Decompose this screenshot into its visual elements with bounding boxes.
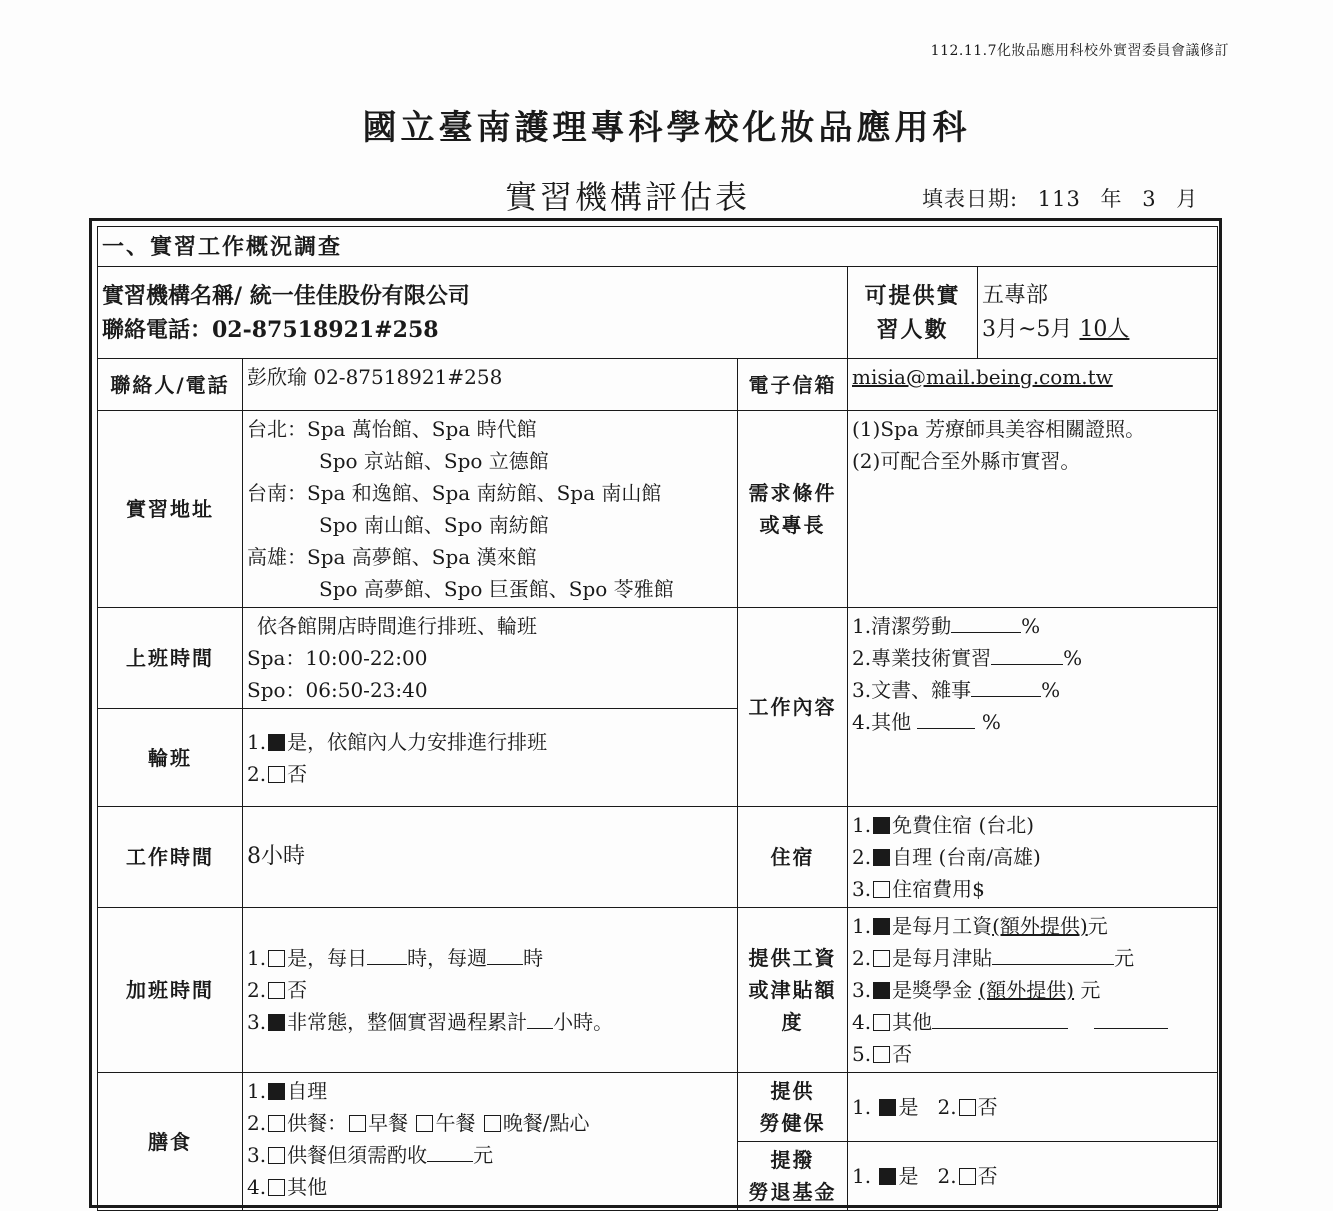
shift-label: 輪班: [98, 709, 243, 807]
option-text: 供餐但須需酌收: [287, 1143, 428, 1167]
blank-line: [427, 1141, 473, 1162]
option-number: 2.: [852, 946, 872, 970]
labor-insurance-cell: [848, 1073, 1218, 1142]
checkbox-checked[interactable]: [873, 849, 890, 866]
blank-line: [951, 612, 1021, 633]
work-content-text: 4.其他: [852, 710, 912, 734]
option-number: 3.: [852, 877, 872, 901]
blank-line: [917, 708, 975, 729]
option-text: 自理 (台南/高雄): [892, 845, 1041, 869]
page-title: 國立臺南護理專科學校化妝品應用科: [362, 108, 971, 148]
lodging-option: [852, 841, 1213, 873]
option-text: 是每月工資: [892, 914, 993, 938]
option-note: (額外提供): [992, 914, 1088, 938]
work-content-text: 3.文書、雜事: [852, 678, 972, 702]
option-number: 1.: [852, 914, 872, 938]
work-hours-line: 依各館開店時間進行排班、輪班: [257, 614, 537, 638]
option-number: 3.: [247, 1010, 267, 1034]
blank-line: [991, 644, 1063, 665]
option-text: 否: [977, 1095, 998, 1119]
capacity-period: 3月~5月: [982, 316, 1073, 342]
blank-line: [932, 1008, 1068, 1029]
checkbox-unchecked[interactable]: [268, 766, 285, 783]
org-info-cell: [98, 267, 848, 359]
percent-unit: %: [1041, 678, 1061, 702]
section-title: 一、實習工作概況調查: [98, 227, 1218, 267]
option-number: 2.: [247, 1111, 267, 1135]
requirement-line: (2)可配合至外縣市實習。: [852, 449, 1081, 473]
salary-option: [852, 910, 1213, 942]
checkbox-unchecked[interactable]: [268, 1147, 285, 1164]
checkbox-checked[interactable]: [873, 817, 890, 834]
currency-unit: 元: [1087, 914, 1108, 938]
option-text: 其他: [892, 1010, 933, 1034]
work-hours-label: 上班時間: [98, 608, 243, 709]
work-duration-label: 工作時間: [98, 807, 243, 908]
option-text: 晚餐/點心: [502, 1111, 590, 1135]
option-text: 其他: [287, 1175, 328, 1199]
work-content-line: [852, 610, 1213, 642]
option-text: 時，每週: [407, 946, 488, 970]
lodging-cell: [848, 807, 1218, 908]
salary-option: [852, 1006, 1213, 1038]
checkbox-checked[interactable]: [873, 982, 890, 999]
requirement-cell: [848, 411, 1218, 608]
work-hours-line: Spo：06:50-23:40: [247, 678, 428, 702]
address-line: Spo 高夢館、Spo 巨蛋館、Spo 苓雅館: [319, 577, 674, 601]
option-number: 3.: [852, 978, 872, 1002]
option-number: 1.: [247, 946, 267, 970]
checkbox-unchecked[interactable]: [349, 1115, 366, 1132]
address-line: Spo 京站館、Spo 立德館: [319, 449, 549, 473]
meal-row-1: [98, 1073, 1218, 1142]
requirement-label-line1: 需求條件: [748, 481, 837, 505]
meal-option: [247, 1139, 733, 1171]
option-text: 住宿費用$: [892, 877, 985, 901]
address-line: Spo 南山館、Spo 南紡館: [319, 513, 549, 537]
capacity-period-line: [982, 313, 1213, 347]
blank-line: [1094, 1008, 1168, 1029]
revision-note: 112.11.7化妝品應用科校外實習委員會議修訂: [930, 43, 1229, 59]
option-text: 否: [892, 1042, 913, 1066]
option-text: 非常態，整個實習過程累計: [287, 1010, 528, 1034]
salary-option: [852, 942, 1213, 974]
work-content-line: [852, 674, 1213, 706]
checkbox-checked[interactable]: [268, 1014, 285, 1031]
shift-option: [247, 726, 733, 758]
labor-insurance-label-line1: 提供: [770, 1079, 815, 1103]
address-line: 台南：Spa 和逸館、Spa 南紡館、Spa 南山館: [247, 481, 662, 505]
salary-option: [852, 974, 1213, 1006]
overtime-option: [247, 974, 733, 1006]
blank-line: [971, 676, 1041, 697]
option-text: 是，依館內人力安排進行排班: [287, 729, 548, 754]
percent-unit: %: [1021, 614, 1041, 638]
checkbox-unchecked[interactable]: [268, 1179, 285, 1196]
requirement-line: (1)Spa 芳療師具美容相關證照。: [852, 417, 1146, 441]
checkbox-unchecked[interactable]: [959, 1168, 976, 1185]
option-number: 5.: [852, 1042, 872, 1066]
org-phone: 聯絡電話：02-87518921#258: [102, 316, 439, 343]
meal-option: [247, 1107, 733, 1139]
option-number: 1.: [247, 1079, 267, 1103]
option-number: 4.: [247, 1175, 267, 1199]
fill-date-label: 填表日期:: [922, 187, 1019, 211]
fill-date-year-unit: 年: [1100, 187, 1123, 211]
option-text: 供餐：: [287, 1111, 348, 1135]
option-number: 2.: [937, 1164, 957, 1188]
shift-cell: [243, 709, 738, 807]
checkbox-checked[interactable]: [879, 1099, 896, 1116]
work-content-label: 工作內容: [738, 608, 848, 807]
option-note: (額外提供): [978, 978, 1075, 1002]
work-duration-row: [98, 807, 1218, 908]
option-text: 是，每日: [287, 946, 368, 970]
option-text: 自理: [287, 1079, 328, 1103]
blank-line: [992, 944, 1114, 965]
blank-line: [487, 944, 523, 965]
currency-unit: 元: [1080, 978, 1101, 1002]
option-text: 是每月津貼: [892, 946, 993, 970]
checkbox-checked[interactable]: [879, 1168, 896, 1185]
option-text: 否: [287, 978, 308, 1002]
capacity-label-line2: 習人數: [876, 316, 949, 343]
address-label: 實習地址: [98, 411, 243, 608]
pension-label-line1: 提撥: [770, 1148, 815, 1172]
address-line: 高雄：Spa 高夢館、Spa 漢來館: [247, 545, 537, 569]
work-content-line: [852, 706, 1213, 738]
checkbox-checked[interactable]: [873, 918, 890, 935]
option-text: 是: [898, 1164, 919, 1188]
meal-cell: [243, 1073, 738, 1211]
capacity-count: 10人: [1079, 316, 1130, 342]
salary-label-line2: 或津貼額: [748, 978, 837, 1002]
checkbox-unchecked[interactable]: [484, 1115, 501, 1132]
email-value: misia@mail.being.com.tw: [848, 359, 1218, 411]
email-label: 電子信箱: [738, 359, 848, 411]
work-content-cell: [848, 608, 1218, 807]
capacity-value-cell: [978, 267, 1218, 359]
requirement-label-cell: [738, 411, 848, 608]
checkbox-checked[interactable]: [268, 734, 285, 751]
option-text: 早餐: [368, 1111, 409, 1135]
fill-date: [922, 183, 1210, 213]
fill-date-month: 3: [1142, 187, 1157, 211]
option-text: 免費住宿 (台北): [892, 813, 1035, 837]
percent-unit: %: [1063, 646, 1083, 670]
pension-label-line2: 勞退基金: [748, 1180, 837, 1204]
capacity-dept: 五專部: [982, 282, 1049, 308]
salary-cell: [848, 908, 1218, 1073]
fill-date-month-unit: 月: [1176, 187, 1199, 211]
percent-unit: %: [981, 710, 1001, 734]
meal-label: 膳食: [98, 1073, 243, 1211]
fill-date-year: 113: [1037, 187, 1081, 211]
option-number: 1.: [852, 1095, 872, 1119]
option-text: 時: [523, 946, 544, 970]
salary-label-line1: 提供工資: [748, 946, 837, 970]
requirement-label-line2: 或專長: [759, 513, 826, 537]
meal-option: [247, 1171, 733, 1203]
org-row: [98, 267, 1218, 359]
lodging-label: 住宿: [738, 807, 848, 908]
work-hours-line: Spa：10:00-22:00: [247, 646, 428, 670]
overtime-option: [247, 1006, 733, 1038]
option-number: 1.: [852, 813, 872, 837]
checkbox-unchecked[interactable]: [959, 1099, 976, 1116]
lodging-option: [852, 809, 1213, 841]
overtime-row: [98, 908, 1218, 1073]
capacity-label-line1: 可提供實: [864, 282, 961, 309]
option-number: 4.: [852, 1010, 872, 1034]
currency-unit: 元: [1114, 946, 1135, 970]
option-text: 是獎學金: [892, 978, 973, 1002]
pension-label-cell: [738, 1142, 848, 1211]
checkbox-unchecked[interactable]: [416, 1115, 433, 1132]
capacity-label-cell: [848, 267, 978, 359]
checkbox-unchecked[interactable]: [873, 950, 890, 967]
salary-option: [852, 1038, 1213, 1070]
contact-label: 聯絡人/電話: [98, 359, 243, 411]
checkbox-unchecked[interactable]: [268, 1115, 285, 1132]
checkbox-unchecked[interactable]: [268, 950, 285, 967]
option-number: 1.: [247, 729, 267, 754]
salary-label-cell: [738, 908, 848, 1073]
option-number: 2.: [937, 1095, 957, 1119]
option-number: 3.: [247, 1143, 267, 1167]
address-cell: [243, 411, 738, 608]
option-number: 1.: [852, 1164, 872, 1188]
option-number: 2.: [852, 845, 872, 869]
option-text: 否: [287, 761, 308, 786]
address-row: [98, 411, 1218, 608]
option-text: 小時。: [553, 1010, 614, 1034]
overtime-label: 加班時間: [98, 908, 243, 1073]
contact-value: 彭欣瑜 02-87518921#258: [243, 359, 738, 411]
shift-option: [247, 758, 733, 790]
meal-option: [247, 1075, 733, 1107]
work-content-text: 1.清潔勞動: [852, 614, 952, 638]
checkbox-unchecked[interactable]: [873, 881, 890, 898]
option-number: 2.: [247, 978, 267, 1002]
overtime-cell: [243, 908, 738, 1073]
checkbox-unchecked[interactable]: [268, 982, 285, 999]
lodging-option: [852, 873, 1213, 905]
form-subtitle: 實習機構評估表: [505, 178, 751, 216]
labor-insurance-label-line2: 勞健保: [759, 1111, 826, 1135]
salary-label-line3: 度: [781, 1010, 804, 1034]
work-hours-row: [98, 608, 1218, 709]
contact-row: [98, 359, 1218, 411]
blank-line: [367, 944, 407, 965]
option-text: 是: [898, 1095, 919, 1119]
work-duration-value: 8小時: [243, 807, 738, 908]
currency-unit: 元: [473, 1143, 494, 1167]
evaluation-table: [97, 226, 1218, 1211]
option-number: 2.: [247, 761, 267, 786]
work-hours-cell: [243, 608, 738, 709]
address-line: 台北：Spa 萬怡館、Spa 時代館: [247, 417, 537, 441]
work-content-line: [852, 642, 1213, 674]
labor-insurance-label-cell: [738, 1073, 848, 1142]
work-content-text: 2.專業技術實習: [852, 646, 992, 670]
org-name: 實習機構名稱/ 統一佳佳股份有限公司: [102, 282, 470, 309]
pension-cell: [848, 1142, 1218, 1211]
section-header-row: [98, 227, 1218, 267]
blank-line: [527, 1008, 553, 1029]
checkbox-checked[interactable]: [268, 1083, 285, 1100]
overtime-option: [247, 942, 733, 974]
checkbox-unchecked[interactable]: [873, 1046, 890, 1063]
option-text: 午餐: [435, 1111, 476, 1135]
option-text: 否: [977, 1164, 998, 1188]
checkbox-unchecked[interactable]: [873, 1014, 890, 1031]
